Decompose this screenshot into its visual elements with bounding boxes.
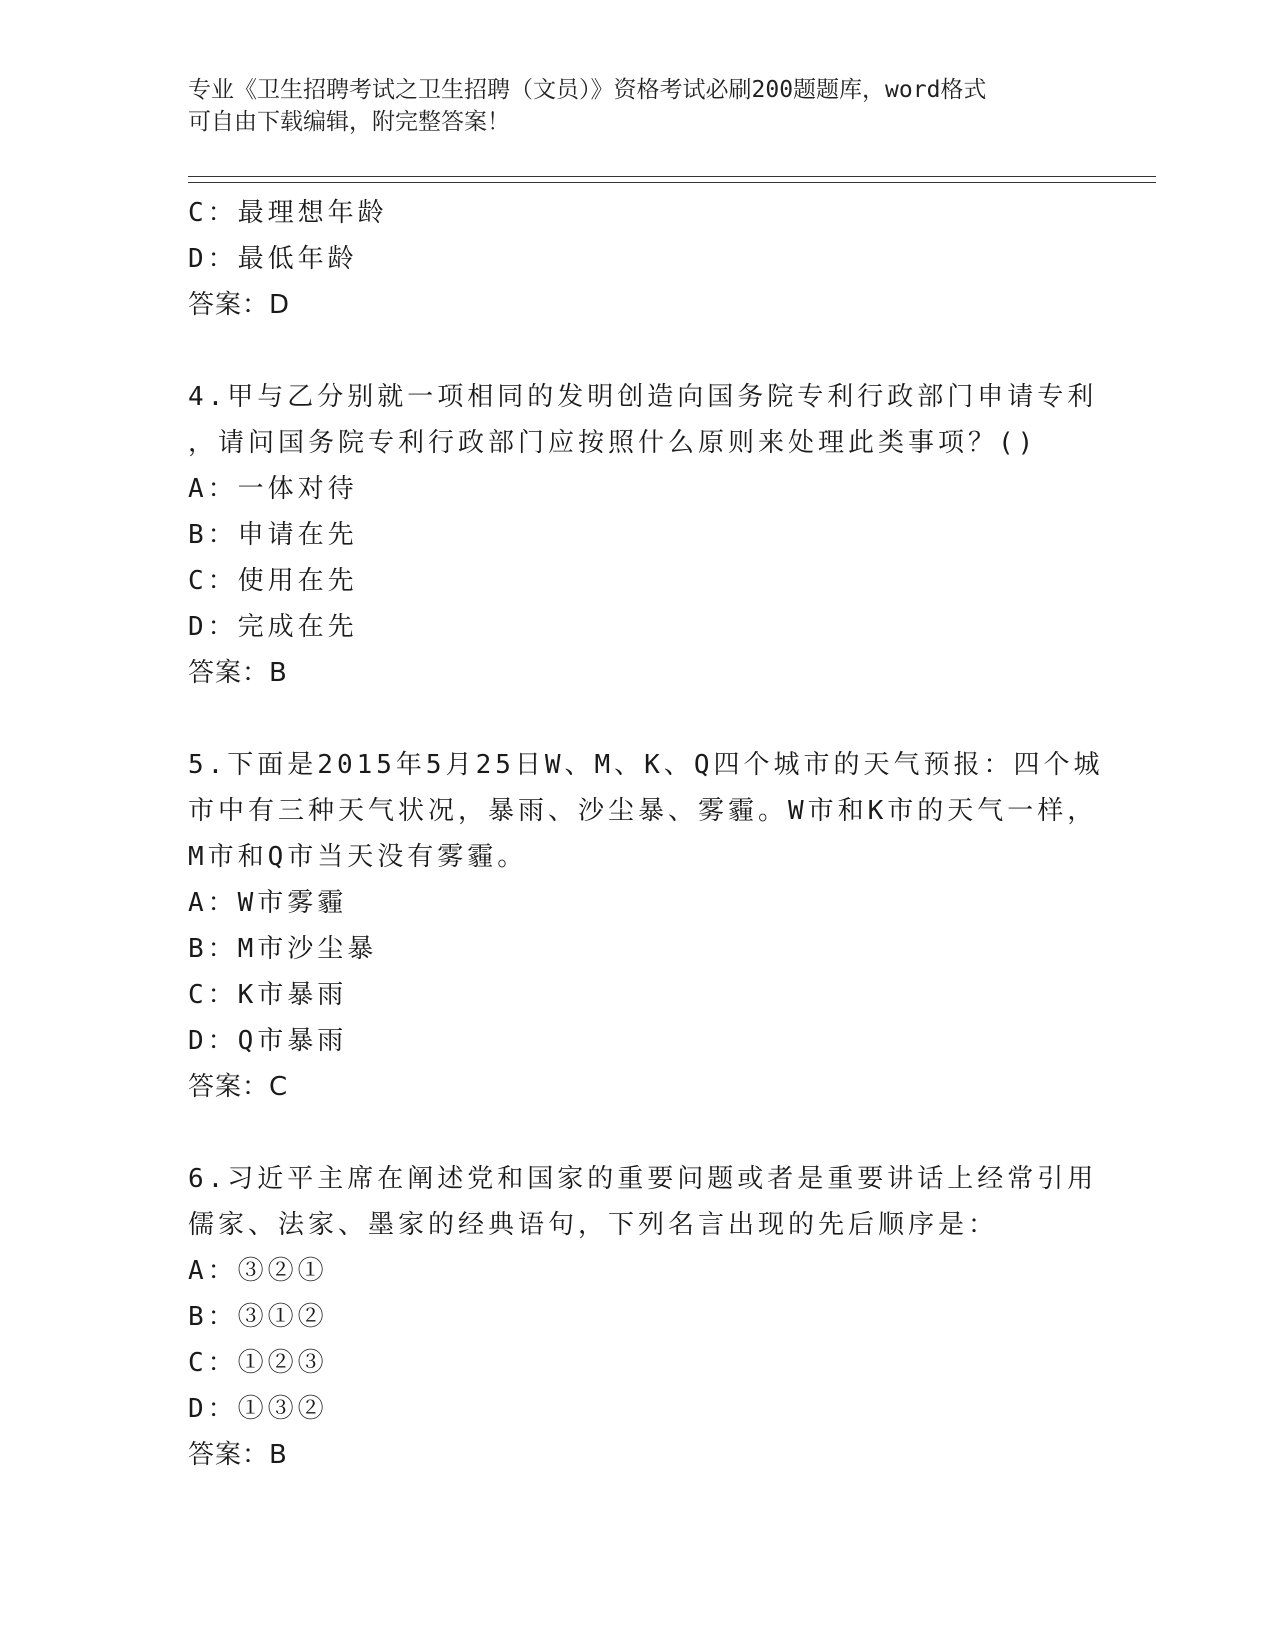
option-a: A：W市雾霾 xyxy=(188,888,348,918)
answer-label: 答案：C xyxy=(188,1072,289,1102)
question-4 xyxy=(188,374,1098,696)
option-d: D：最低年龄 xyxy=(188,244,358,274)
option-b: B：M市沙尘暴 xyxy=(188,934,378,964)
header-divider-top xyxy=(188,176,1156,177)
option-c: C：K市暴雨 xyxy=(188,980,348,1010)
question-3-continued xyxy=(188,190,1088,328)
question-text-line: 4.甲与乙分别就一项相同的发明创造向国务院专利行政部门申请专利 xyxy=(188,382,1098,412)
spacer xyxy=(188,328,1088,374)
header-line-2: 可自由下载编辑，附完整答案！ xyxy=(188,109,510,135)
question-text-line: 5.下面是2015年5月25日W、M、K、Q四个城市的天气预报：四个城 xyxy=(188,750,1104,780)
option-a: A：③②① xyxy=(188,1256,328,1286)
question-text-line: 市中有三种天气状况，暴雨、沙尘暴、雾霾。W市和K市的天气一样， xyxy=(188,796,1098,826)
question-6 xyxy=(188,1156,1098,1478)
option-c: C：最理想年龄 xyxy=(188,198,388,228)
option-b: B：申请在先 xyxy=(188,520,358,550)
header-divider-bottom xyxy=(188,182,1156,183)
option-c: C：使用在先 xyxy=(188,566,358,596)
answer-label: 答案：B xyxy=(188,658,288,688)
question-list xyxy=(188,190,1104,1478)
option-c: C：①②③ xyxy=(188,1348,328,1378)
spacer xyxy=(188,696,1088,742)
option-d: D：Q市暴雨 xyxy=(188,1026,348,1056)
question-text-line: ，请问国务院专利行政部门应按照什么原则来处理此类事项？() xyxy=(188,428,1038,458)
question-text-line: M市和Q市当天没有雾霾。 xyxy=(188,842,528,872)
header-line-1: 专业《卫生招聘考试之卫生招聘（文员）》资格考试必刷200题题库，word格式 xyxy=(188,77,987,103)
option-a: A：一体对待 xyxy=(188,474,358,504)
option-d: D：①③② xyxy=(188,1394,328,1424)
option-b: B：③①② xyxy=(188,1302,328,1332)
question-text-line: 儒家、法家、墨家的经典语句，下列名言出现的先后顺序是： xyxy=(188,1210,999,1240)
answer-label: 答案：D xyxy=(188,290,291,320)
option-d: D：完成在先 xyxy=(188,612,358,642)
answer-label: 答案：B xyxy=(188,1440,288,1470)
spacer xyxy=(188,1110,1088,1156)
question-5 xyxy=(188,742,1104,1110)
question-text-line: 6.习近平主席在阐述党和国家的重要问题或者是重要讲话上经常引用 xyxy=(188,1164,1098,1194)
document-header xyxy=(188,74,1088,138)
